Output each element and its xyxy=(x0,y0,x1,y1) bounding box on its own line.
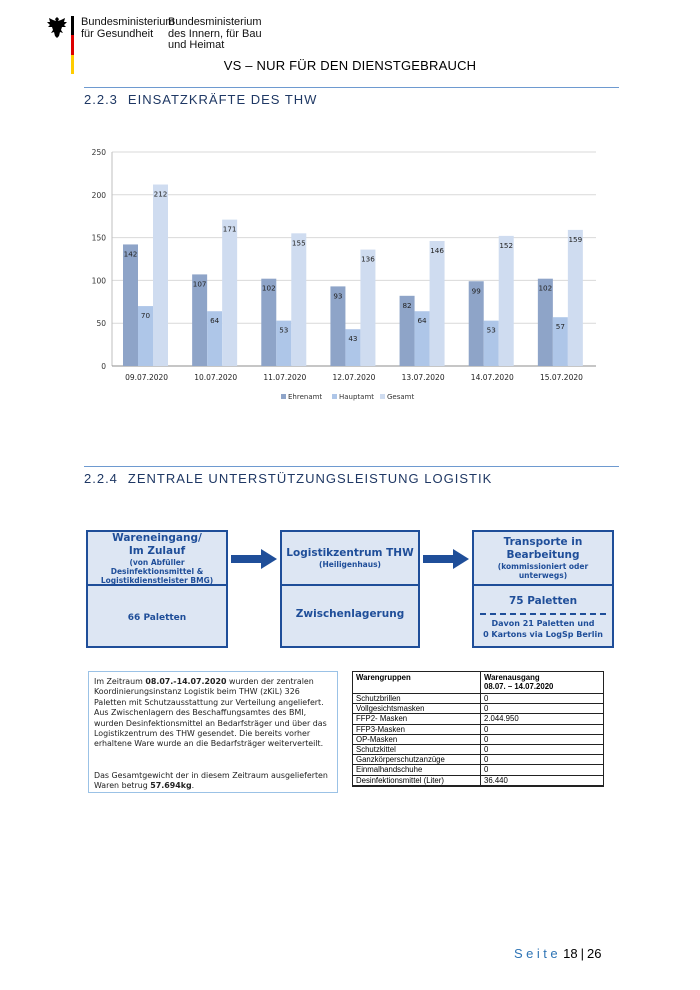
legend-entry-ehrenamt: Ehrenamt xyxy=(288,393,323,401)
table-row xyxy=(353,755,604,765)
goods-value-cell: 0 xyxy=(481,755,604,765)
summary-text: Im Zeitraum xyxy=(94,677,146,686)
bar-data-label: 43 xyxy=(348,334,358,344)
legend-swatch xyxy=(380,394,385,399)
flow-box-title: Wareneingang/ xyxy=(112,531,202,544)
flow-box-wareneingang xyxy=(86,530,228,648)
goods-value-cell: 0 xyxy=(481,744,604,754)
bar-gesamt xyxy=(222,220,237,366)
x-category-label: 15.07.2020 xyxy=(539,373,583,382)
bar-data-label: 102 xyxy=(261,283,276,293)
column-header-goods-out xyxy=(481,672,604,694)
bar-gesamt xyxy=(291,233,306,366)
y-tick-label: 0 xyxy=(101,362,106,371)
bar-data-label: 155 xyxy=(291,238,306,248)
x-category-label: 13.07.2020 xyxy=(401,373,445,382)
classification-label: VS – NUR FÜR DEN DIENSTGEBRAUCH xyxy=(223,58,477,73)
bar-data-label: 82 xyxy=(402,300,412,310)
goods-value-cell: 0 xyxy=(481,724,604,734)
legend-swatch xyxy=(281,394,286,399)
flow-box-subtitle: (kommissioniert oder unterwegs) xyxy=(497,562,589,580)
ministry-health-name xyxy=(81,17,175,40)
section-rule xyxy=(84,87,619,88)
flow-arrow-right-icon xyxy=(423,549,469,569)
table-row xyxy=(353,704,604,714)
flow-box-transporte xyxy=(472,530,614,648)
summary-paragraph-1 xyxy=(94,677,332,750)
flow-box-title: Transporte in xyxy=(503,536,583,548)
bar-data-label: 53 xyxy=(279,325,289,335)
bar-data-label: 212 xyxy=(153,189,168,199)
summary-paragraph-2 xyxy=(94,771,332,792)
thw-forces-bar-chart xyxy=(84,140,604,420)
flag-stripe-red xyxy=(71,35,74,54)
flow-box-detail: Davon 21 Paletten und xyxy=(491,619,595,628)
bar-data-label: 136 xyxy=(361,254,375,264)
section-title: EINSATZKRÄFTE DES THW xyxy=(127,92,318,107)
bar-data-label: 99 xyxy=(471,286,481,296)
column-header-text: Warenausgang xyxy=(484,673,540,682)
goods-group-cell: Vollgesichtsmasken xyxy=(353,704,481,714)
table-row xyxy=(353,734,604,744)
bar-data-label: 64 xyxy=(417,316,427,326)
ministry-health-line: Bundesministerium xyxy=(81,16,175,28)
page-number: 18 xyxy=(563,946,578,961)
flow-box-title: Im Zulauf xyxy=(128,544,186,557)
goods-group-cell: Schutzbrillen xyxy=(353,694,481,704)
goods-group-cell: FFP3-Masken xyxy=(353,724,481,734)
flow-box-subtitle: Logistikdienstleister BMG) xyxy=(100,575,214,585)
flow-box-logistikzentrum xyxy=(280,530,420,648)
federal-eagle-icon xyxy=(46,16,68,40)
bar-data-label: 146 xyxy=(430,246,444,256)
ministry-health-line: für Gesundheit xyxy=(81,27,154,40)
table-row xyxy=(353,775,604,786)
goods-group-cell: Einmalhandschuhe xyxy=(353,765,481,775)
goods-value-cell: 2.044.950 xyxy=(481,714,604,724)
bar-data-label: 70 xyxy=(140,311,151,321)
bar-gesamt xyxy=(499,236,514,366)
summary-total-weight: 57.694kg xyxy=(150,781,192,791)
legend-entry-gesamt: Gesamt xyxy=(387,393,415,401)
y-tick-label: 150 xyxy=(91,233,106,243)
table-row xyxy=(353,714,604,724)
bar-data-label: 57 xyxy=(555,322,565,332)
bar-data-label: 159 xyxy=(568,234,583,244)
flow-box-title: Bearbeitung xyxy=(506,549,580,561)
goods-value-cell: 36.440 xyxy=(481,775,604,786)
flow-arrow-right-icon xyxy=(231,549,277,569)
summary-text: . xyxy=(191,781,195,791)
bar-data-label: 64 xyxy=(210,316,220,326)
logistics-summary-box xyxy=(88,671,338,793)
bar-data-label: 142 xyxy=(123,249,138,259)
table-header-row xyxy=(353,672,604,694)
flow-box-subtitle: (von Abfüller Desinfektionsmittel & xyxy=(110,557,204,576)
goods-group-cell: Schutzkittel xyxy=(353,744,481,754)
page-word: Seite xyxy=(514,946,562,961)
bar-data-label: 53 xyxy=(486,325,496,335)
ministry-interior-line: des Innern, für Bau xyxy=(168,27,262,40)
x-category-label: 12.07.2020 xyxy=(332,373,376,382)
bar-gesamt xyxy=(430,241,445,366)
page-footer: Seite 18 | 26 xyxy=(514,946,602,961)
y-tick-label: 100 xyxy=(91,276,106,286)
goods-outbound-table xyxy=(352,671,604,787)
section-title: ZENTRALE UNTERSTÜTZUNGSLEISTUNG LOGISTIK xyxy=(127,471,493,486)
bar-data-label: 107 xyxy=(192,279,207,289)
x-category-label: 10.07.2020 xyxy=(194,373,238,382)
y-tick-label: 200 xyxy=(91,190,106,200)
x-category-label: 14.07.2020 xyxy=(470,373,514,382)
bar-gesamt xyxy=(360,250,375,366)
bar-data-label: 152 xyxy=(499,240,514,250)
table-row xyxy=(353,744,604,754)
flow-box-header xyxy=(88,532,226,586)
goods-group-cell: FFP2- Masken xyxy=(353,714,481,724)
column-header-goods-group: Warengruppen xyxy=(353,672,481,694)
bar-data-label: 171 xyxy=(222,224,237,234)
flow-box-title: Logistikzentrum THW xyxy=(286,547,414,559)
flow-box-dashed-divider xyxy=(480,613,606,615)
bar-gesamt xyxy=(568,230,583,366)
flow-box-body: 66 Paletten xyxy=(127,613,187,623)
bar-data-label: 93 xyxy=(333,291,343,301)
table-row xyxy=(353,724,604,734)
section-number: 2.2.4 xyxy=(84,471,118,486)
section-rule xyxy=(84,466,619,467)
flag-stripe-black xyxy=(71,16,74,35)
bar-ehrenamt xyxy=(123,244,138,366)
table-row xyxy=(353,765,604,775)
section-heading-einsatzkraefte xyxy=(84,92,317,107)
legend-entry-hauptamt: Hauptamt xyxy=(339,393,375,401)
bar-gesamt xyxy=(153,185,168,366)
x-category-label: 11.07.2020 xyxy=(263,373,307,382)
flow-box-body: 75 Paletten xyxy=(508,595,578,607)
page-total: 26 xyxy=(587,946,602,961)
flow-box-header xyxy=(474,532,612,586)
legend-swatch xyxy=(332,394,337,399)
section-number: 2.2.3 xyxy=(84,92,118,107)
flow-box-header xyxy=(282,532,418,586)
goods-value-cell: 0 xyxy=(481,704,604,714)
goods-value-cell: 0 xyxy=(481,694,604,704)
y-tick-label: 250 xyxy=(91,148,106,157)
flow-box-detail: 0 Kartons via LogSp Berlin xyxy=(483,629,603,639)
goods-value-cell: 0 xyxy=(481,765,604,775)
x-category-label: 09.07.2020 xyxy=(125,373,169,382)
goods-group-cell: Desinfektionsmittel (Liter) xyxy=(353,775,481,786)
y-tick-label: 50 xyxy=(96,319,106,329)
goods-value-cell: 0 xyxy=(481,734,604,744)
goods-group-cell: OP-Masken xyxy=(353,734,481,744)
section-heading-logistik xyxy=(84,471,492,486)
table-row xyxy=(353,694,604,704)
flow-box-subtitle: (Heiligenhaus) xyxy=(319,560,381,569)
ministry-interior-name xyxy=(168,17,262,52)
summary-text: wurden der zentralen Koordinierungsinstanz Logistik beim THW (zKiL) 326 Paletten mit Schutzausstattung zur Verteilung angeliefert. Aus Zwischenlagern des Beschaffungsamtes des BMI, wurden Desinfektionsmittel an Bedarfsträger und über das Logistikzentrum des THW gesendet. Die bereits vorher erhaltene Ware wurde an die Bedarfsträger weiterverteilt. xyxy=(94,677,327,749)
flow-box-body: Zwischenlagerung xyxy=(295,608,405,620)
ministry-interior-line: Bundesministerium xyxy=(168,16,262,28)
summary-text: Das Gesamtgewicht der in diesem Zeitraum ausgelieferten Waren betrug xyxy=(94,770,328,791)
ministry-interior-line: und Heimat xyxy=(168,39,225,51)
bar-data-label: 102 xyxy=(538,283,553,293)
column-header-period: 08.07. – 14.07.2020 xyxy=(484,682,554,691)
goods-group-cell: Ganzkörperschutzanzüge xyxy=(353,755,481,765)
summary-period: 08.07.-14.07.2020 xyxy=(145,677,227,686)
